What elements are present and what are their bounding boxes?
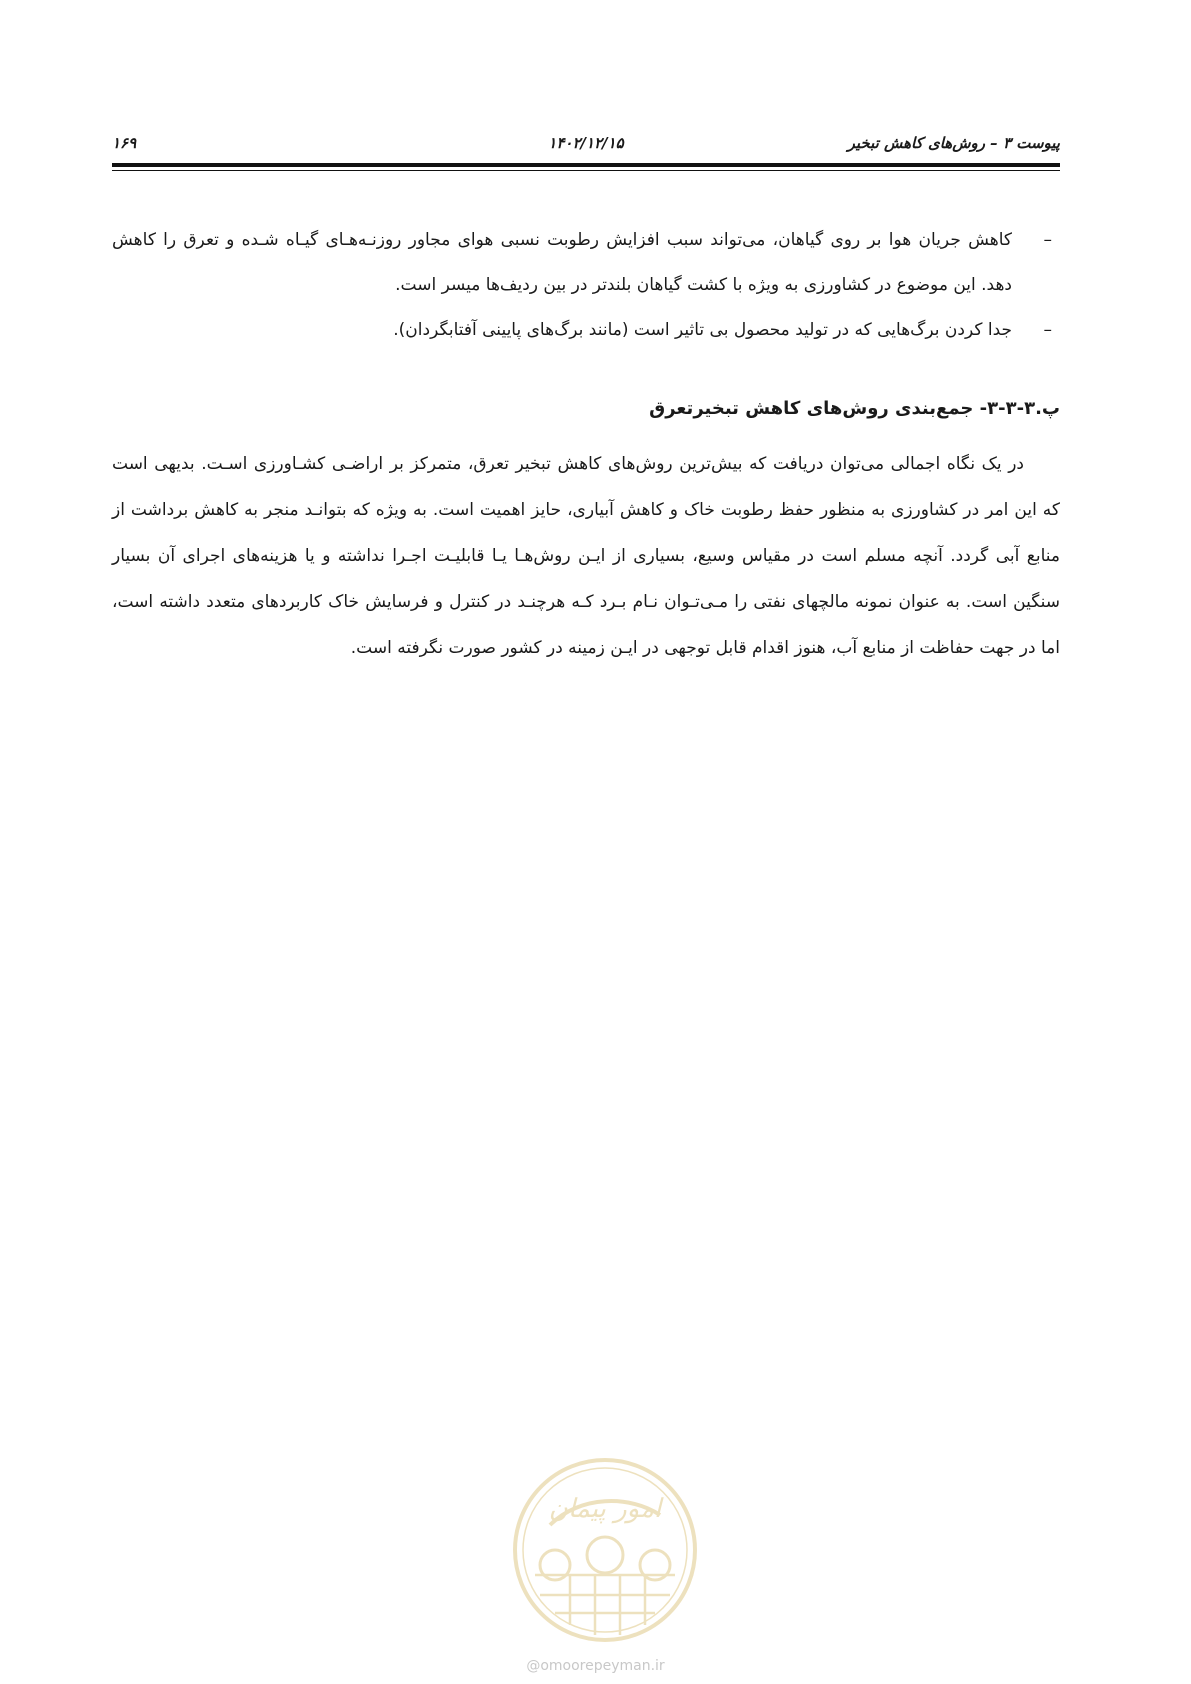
watermark-url: @omoorepeyman.ir [526,1658,665,1674]
page-content [112,218,1060,671]
header-date: ۱۴۰۲/۱۲/۱۵ [548,134,624,152]
watermark-logo-text: امور پیمان [548,1494,662,1524]
section-heading: پ.۳-۳-۳- جمع‌بندی روش‌های کاهش تبخیرتعرق [649,398,1060,419]
bullet-text: کاهش جریان هوا بر روی گیاهان، می‌تواند سبب افزایش رطوبت نسبی هوای مجاور روزنـه‌هـای گیـاه شـده و تعرق را کاهش دهد. این موضوع در کشاورزی به ویژه با کشت گیاهان بلندتر در بین ردیف‌ها میسر است. [112,230,1012,295]
bullet-list [112,218,1060,353]
page-header [112,128,1060,158]
header-rule-thick [112,163,1060,167]
page-number: ۱۶۹ [112,134,137,152]
bullet-dash: – [1043,230,1052,250]
header-title: پیوست ۳ – روش‌های کاهش تبخیر [847,134,1060,152]
bullet-item [112,218,1052,308]
header-rule-thin [112,170,1060,171]
section-paragraph: در یک نگاه اجمالی می‌توان دریافت که بیش‌ترین روش‌های کاهش تبخیر تعرق، متمرکز بر اراضـی کشـاورزی اسـت. بدیهی است که این امر در کشاورزی به منظور حفظ رطوبت خاک و کاهش آبیاری، حایز اهمیت است. به ویژه که بتوانـد منجر به کاهش برداشت از منابع آبی گردد. آنچه مسلم است در مقیاس وسیع، بسیاری از ایـن روش‌هـا یـا قابلیـت اجـرا نداشته و یا هزینه‌های اجرای آن بسیار سنگین است. به عنوان نمونه مالچهای نفتی را مـی‌تـوان نـام بـرد کـه هرچنـد در کنترل و فرسایش خاک کاربردهای متعدد داشته است، اما در جهت حفاظت از منابع آب، هنوز اقدام قابل توجهی در ایـن زمینه در کشور صورت نگرفته است. [112,454,1060,658]
bullet-item [112,308,1052,353]
watermark-logo [510,1455,700,1645]
bullet-dash: – [1043,320,1052,340]
bullet-text: جدا کردن برگ‌هایی که در تولید محصول بی تاثیر است (مانند برگ‌های پایینی آفتابگردان). [393,320,1012,340]
